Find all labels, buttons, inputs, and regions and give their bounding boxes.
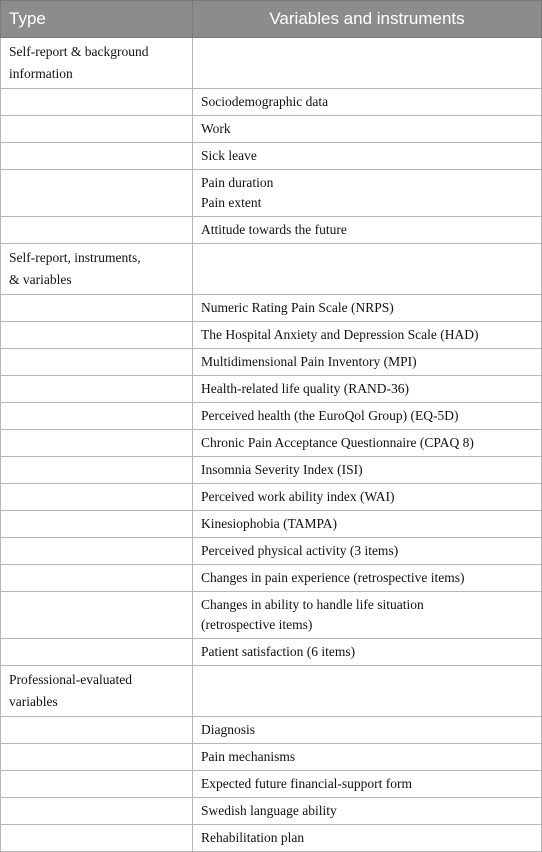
type-cell (1, 484, 193, 511)
variable-cell (193, 717, 542, 744)
variable-cell (193, 295, 542, 322)
variable-cell (193, 403, 542, 430)
variable-text: Work (201, 121, 231, 136)
variable-text: Multidimensional Pain Inventory (MPI) (201, 354, 417, 369)
variable-cell (193, 825, 542, 852)
type-cell (1, 244, 193, 295)
variable-text: Health-related life quality (RAND-36) (201, 381, 410, 396)
table-row (1, 116, 542, 143)
type-text: Self-report, instruments, (9, 250, 141, 265)
table-row (1, 403, 542, 430)
variable-text: Diagnosis (201, 722, 255, 737)
type-cell (1, 170, 193, 217)
variable-cell (193, 89, 542, 116)
type-cell (1, 403, 193, 430)
type-cell (1, 89, 193, 116)
table-row (1, 143, 542, 170)
variable-cell (193, 565, 542, 592)
variable-text: Attitude towards the future (201, 222, 347, 237)
table-row (1, 666, 542, 717)
variable-cell (193, 349, 542, 376)
type-cell (1, 639, 193, 666)
variable-cell (193, 639, 542, 666)
table-row (1, 430, 542, 457)
type-text: Professional-evaluated (9, 672, 132, 687)
type-text: information (9, 66, 73, 81)
table-row (1, 217, 542, 244)
table-row (1, 244, 542, 295)
variable-text: Pain mechanisms (201, 749, 296, 764)
type-cell (1, 592, 193, 639)
variable-cell (193, 538, 542, 565)
variable-cell (193, 244, 542, 295)
type-cell (1, 349, 193, 376)
variable-cell (193, 592, 542, 639)
variable-text: Numeric Rating Pain Scale (NRPS) (201, 300, 394, 315)
type-cell (1, 430, 193, 457)
type-cell (1, 511, 193, 538)
variable-text: The Hospital Anxiety and Depression Scale (HAD) (201, 327, 479, 342)
variable-text: Insomnia Severity Index (ISI) (201, 462, 363, 477)
table-row (1, 565, 542, 592)
table-row (1, 295, 542, 322)
variable-text: Pain duration (201, 175, 274, 190)
table-row (1, 376, 542, 403)
variable-cell (193, 511, 542, 538)
variable-cell (193, 771, 542, 798)
table-row (1, 592, 542, 639)
variable-text: Perceived work ability index (WAI) (201, 489, 395, 504)
variable-cell (193, 376, 542, 403)
table-row (1, 771, 542, 798)
variable-cell (193, 143, 542, 170)
table-row (1, 825, 542, 852)
table-row (1, 538, 542, 565)
table-row (1, 457, 542, 484)
table-row (1, 484, 542, 511)
type-cell (1, 565, 193, 592)
variable-cell (193, 744, 542, 771)
variable-cell (193, 322, 542, 349)
type-cell (1, 457, 193, 484)
variable-text: Changes in ability to handle life situation (201, 597, 424, 612)
variable-text: Kinesiophobia (TAMPA) (201, 516, 338, 531)
variable-text: Changes in pain experience (retrospective items) (201, 570, 465, 585)
type-cell (1, 143, 193, 170)
variable-cell (193, 666, 542, 717)
type-cell (1, 717, 193, 744)
variable-cell (193, 430, 542, 457)
type-cell (1, 798, 193, 825)
variable-text: Expected future financial-support form (201, 776, 413, 791)
type-cell (1, 666, 193, 717)
table-row (1, 89, 542, 116)
header-variables: Variables and instruments (193, 1, 542, 38)
type-cell (1, 322, 193, 349)
variable-cell (193, 457, 542, 484)
type-cell (1, 825, 193, 852)
table-row (1, 744, 542, 771)
table-row (1, 798, 542, 825)
variable-text: Swedish language ability (201, 803, 337, 818)
variable-cell (193, 170, 542, 217)
type-cell (1, 744, 193, 771)
type-cell (1, 771, 193, 798)
variable-text: Chronic Pain Acceptance Questionnaire (CPAQ 8) (201, 435, 474, 450)
variable-text: Rehabilitation plan (201, 830, 305, 845)
variable-text: Pain extent (201, 195, 262, 210)
type-cell (1, 295, 193, 322)
type-cell (1, 116, 193, 143)
table-row (1, 511, 542, 538)
variable-text: Sociodemographic data (201, 94, 329, 109)
table-row (1, 349, 542, 376)
table-row (1, 38, 542, 89)
variable-cell (193, 798, 542, 825)
table-row (1, 170, 542, 217)
variable-cell (193, 38, 542, 89)
table-row (1, 717, 542, 744)
variable-cell (193, 217, 542, 244)
variable-text: Perceived physical activity (3 items) (201, 543, 399, 558)
table-body (1, 38, 542, 852)
variable-text: Patient satisfaction (6 items) (201, 644, 356, 659)
type-cell (1, 376, 193, 403)
table-row (1, 322, 542, 349)
variable-cell (193, 484, 542, 511)
header-type: Type (1, 1, 193, 38)
variable-cell (193, 116, 542, 143)
variable-text: Perceived health (the EuroQol Group) (EQ-5D) (201, 408, 459, 423)
type-text: Self-report & background (9, 44, 149, 59)
type-cell (1, 38, 193, 89)
type-text: variables (9, 694, 58, 709)
variable-text: Sick leave (201, 148, 257, 163)
type-text: & variables (9, 272, 72, 287)
table-row (1, 639, 542, 666)
variable-text: (retrospective items) (201, 617, 313, 632)
type-cell (1, 217, 193, 244)
type-cell (1, 538, 193, 565)
header-row (1, 1, 542, 38)
